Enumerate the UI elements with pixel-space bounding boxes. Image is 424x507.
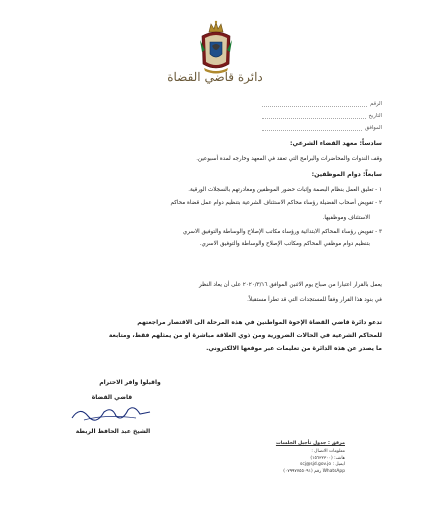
appeal-line-1: تدعو دائرة قاضي القضاة الإخوة المواطنين في هذه المرحلة الى الاقتصار مراجعتهم	[137, 319, 382, 326]
section-seven	[32, 171, 382, 248]
effective-line-1: يعمل بالقرار اعتبارا من صباح يوم الاثنين الموافق ٢٠٢٠/٣/١٦ على أن يعاد النظر	[199, 282, 382, 288]
section-seven-title: سابعاً: دوام الموظفين:	[311, 171, 382, 178]
section-seven-item-2-line-1: ٢ - تفويض أصحاب الفضيلة رؤساء محاكم الاستئناف الشرعية بتنظيم دوام عمل قضاة محاكم	[170, 200, 382, 206]
section-seven-item-3-line-2: بتنظيم دوام موظفي المحاكم ومكاتب الإصلاح والوساطة والتوفيق الاسري.	[199, 240, 370, 247]
section-six	[32, 140, 382, 163]
number-label: الرقم	[370, 101, 382, 107]
phone-number: هاتف: (١٥٦٣٢٣٠٠)	[310, 455, 345, 461]
citizens-appeal-paragraph	[32, 318, 382, 353]
section-six-title: سادساً: معهد القضاء الشرعي:	[290, 140, 382, 147]
attachment-note: مرفق : جدول تأجيل الجلسات	[275, 441, 345, 446]
corresponding-label: الموافق	[365, 125, 382, 131]
whatsapp-number: WhatsApp رقم (٠٧٩٩٧٧٥٥٠٩١)	[283, 468, 345, 474]
contact-info-label: معلومات الاتصال :	[311, 449, 345, 455]
number-field-line	[262, 99, 367, 107]
handwritten-signature-icon	[66, 402, 156, 424]
date-field-line	[262, 111, 366, 119]
reference-block	[262, 96, 382, 132]
email-address[interactable]: ايميل : scj@sjd.gov.jo	[300, 462, 345, 468]
section-six-text: وقف الندوات والمحاضرات والبرامج التي تعقد في المعهد وخارجه لمدة أسبوعين.	[196, 155, 382, 162]
signatory-name: الشيخ عبد الحافظ الربطة	[75, 428, 151, 435]
date-label: التاريخ	[368, 113, 382, 119]
jordan-royal-crest-icon	[196, 20, 236, 76]
appeal-line-2: للمحاكم الشرعية في الحالات الضرورية ومن ذوي العلاقة مباشرة او من يمثلهم فقط، ومتابعة	[108, 332, 382, 339]
section-seven-item-2-line-2: الاستئناف وموظفيها.	[322, 214, 370, 221]
effective-date-paragraph	[32, 281, 382, 304]
signatory-title: قاضي القضاة	[91, 394, 133, 401]
appeal-line-3: ما يصدر عن هذه الدائرة من تعليمات عبر موقعها الالكتروني.	[206, 345, 382, 352]
section-seven-item-3-line-1: ٣ - تفويض رؤساء المحاكم الابتدائية ورؤساء مكاتب الإصلاح والوساطة والتوفيق الاسري	[182, 229, 382, 235]
effective-line-2: في بنود هذا القرار وفقاً للمستجدات التي قد تطرأ مستقبلاً.	[247, 296, 382, 303]
footer-contact	[195, 441, 345, 475]
corresponding-field-line	[262, 123, 362, 131]
closing-salutation: واقبلوا وافر الاحترام	[99, 379, 161, 386]
section-seven-item-1: ١ - تعليق العمل بنظام البصمة وإثبات حضور الموظفين ومغادرتهم بالسجلات الورقية.	[188, 186, 382, 193]
department-name: دائرة قاضي القضاة	[167, 70, 263, 84]
